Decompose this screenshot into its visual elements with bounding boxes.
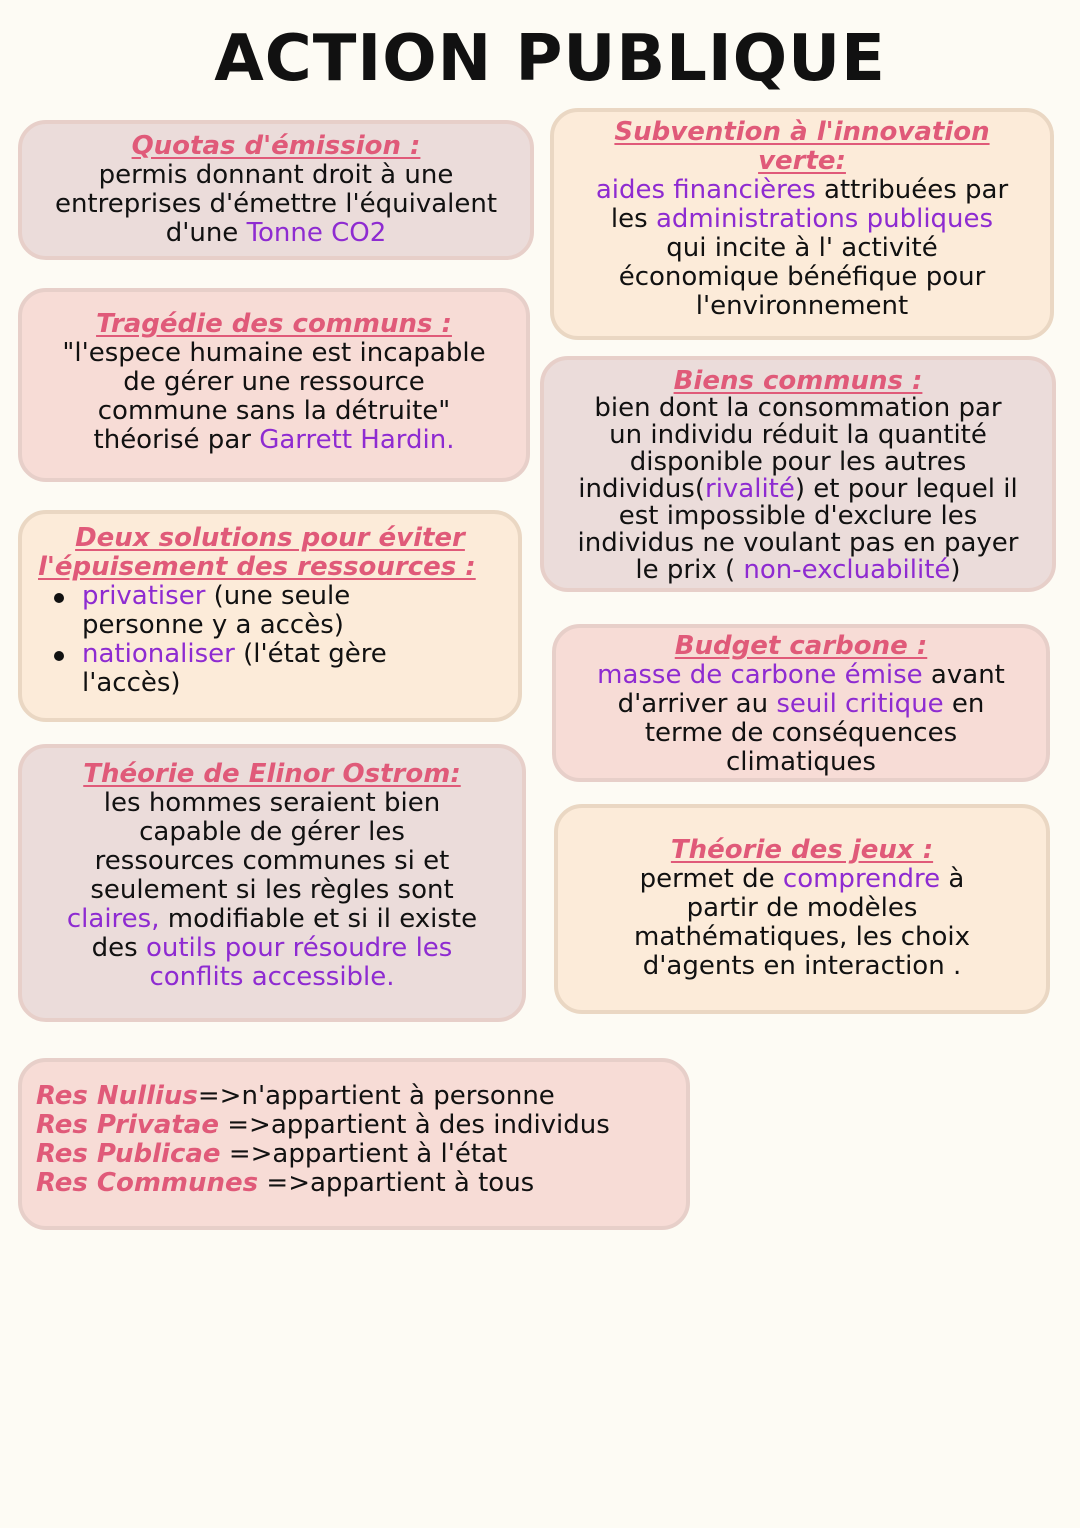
card-text: masse de carbone émise avant	[597, 660, 1005, 690]
page-title: ACTION PUBLIQUE	[214, 22, 886, 96]
card-heading: Subvention à l'innovation	[614, 117, 990, 147]
card-text: théorisé par Garrett Hardin.	[93, 425, 455, 455]
card-theorie-jeux	[554, 804, 1050, 1014]
card-text: disponible pour les autres	[629, 447, 967, 477]
card-text: climatiques	[726, 747, 876, 777]
card-tragedie-communs	[18, 288, 530, 482]
card-text: aides financières attribuées par	[595, 175, 1009, 205]
card-text: d'agents en interaction .	[642, 951, 962, 981]
list-item: privatiser (une seule personne y a accès)	[82, 582, 512, 640]
highlight-term: masse de carbone émise	[597, 660, 923, 690]
card-text: commune sans la détruite"	[97, 396, 451, 426]
card-heading: verte:	[758, 146, 846, 176]
highlight-term: Tonne CO2	[246, 218, 387, 248]
card-text: permis donnant droit à une	[98, 160, 454, 190]
card-quotas-emission	[18, 120, 534, 260]
list-item: Res Nullius=>n'appartient à personne	[36, 1081, 555, 1111]
card-heading: Budget carbone :	[674, 631, 928, 661]
highlight-term: Garrett Hardin.	[259, 425, 455, 455]
card-text: seulement si les règles sont	[90, 875, 454, 905]
card-text: un individu réduit la quantité	[609, 420, 987, 450]
card-heading: Théorie de Elinor Ostrom:	[83, 759, 461, 789]
card-text: entreprises d'émettre l'équivalent	[54, 189, 498, 219]
card-text: terme de conséquences	[644, 718, 958, 748]
card-text: de gérer une ressource	[123, 367, 425, 397]
list-item: Res Privatae =>appartient à des individus	[36, 1110, 610, 1140]
card-res-definitions	[18, 1058, 690, 1230]
card-subvention-innovation	[550, 108, 1054, 340]
card-text: les hommes seraient bien	[103, 788, 441, 818]
highlight-term: comprendre	[782, 864, 941, 894]
card-text: permet de comprendre à	[639, 864, 965, 894]
card-text: conflits accessible.	[149, 962, 395, 992]
card-text: mathématiques, les choix	[634, 922, 970, 952]
card-text: d'une Tonne CO2	[165, 218, 387, 248]
highlight-term: non-excluabilité	[743, 555, 951, 585]
card-theorie-ostrom	[18, 744, 526, 1022]
list-item: Res Communes =>appartient à tous	[36, 1168, 535, 1198]
card-text: individus ne voulant pas en payer	[577, 528, 1019, 558]
card-text: capable de gérer les	[139, 817, 405, 847]
card-text: bien dont la consommation par	[594, 393, 1002, 423]
card-text: des outils pour résoudre les	[91, 933, 453, 963]
card-biens-communs	[540, 356, 1056, 592]
card-heading: Quotas d'émission :	[131, 131, 421, 161]
card-text: claires, modifiable et si il existe	[66, 904, 478, 934]
list-item: nationaliser (l'état gère l'accès)	[82, 640, 512, 698]
card-text: les administrations publiques	[610, 204, 994, 234]
highlight-term: rivalité	[705, 474, 795, 504]
highlight-term: seuil critique	[776, 689, 944, 719]
card-heading: Biens communs :	[673, 366, 923, 396]
card-heading: Tragédie des communs :	[96, 309, 452, 339]
card-text: l'environnement	[695, 291, 909, 321]
card-text: économique bénéfique pour	[618, 262, 986, 292]
card-text: "l'espece humaine est incapable	[62, 338, 486, 368]
card-text: individus(rivalité) et pour lequel il	[578, 474, 1018, 504]
card-text: est impossible d'exclure les	[618, 501, 978, 531]
card-heading: Deux solutions pour éviter	[75, 523, 465, 553]
highlight-term: outils pour résoudre les	[145, 933, 453, 963]
card-text: d'arriver au seuil critique en	[617, 689, 985, 719]
card-heading: l'épuisement des ressources :	[38, 552, 476, 582]
card-text: ressources communes si et	[94, 846, 450, 876]
list-item: Res Publicae =>appartient à l'état	[36, 1139, 508, 1169]
highlight-term: aides financières	[595, 175, 816, 205]
card-text: le prix ( non-excluabilité)	[635, 555, 961, 585]
card-budget-carbone	[552, 624, 1050, 782]
highlight-term: administrations publiques	[655, 204, 994, 234]
card-heading: Théorie des jeux :	[670, 835, 934, 865]
card-text: qui incite à l' activité	[666, 233, 938, 263]
highlight-term: claires,	[66, 904, 160, 934]
card-text: partir de modèles	[686, 893, 918, 923]
solutions-list	[28, 582, 512, 698]
card-deux-solutions	[18, 510, 522, 722]
